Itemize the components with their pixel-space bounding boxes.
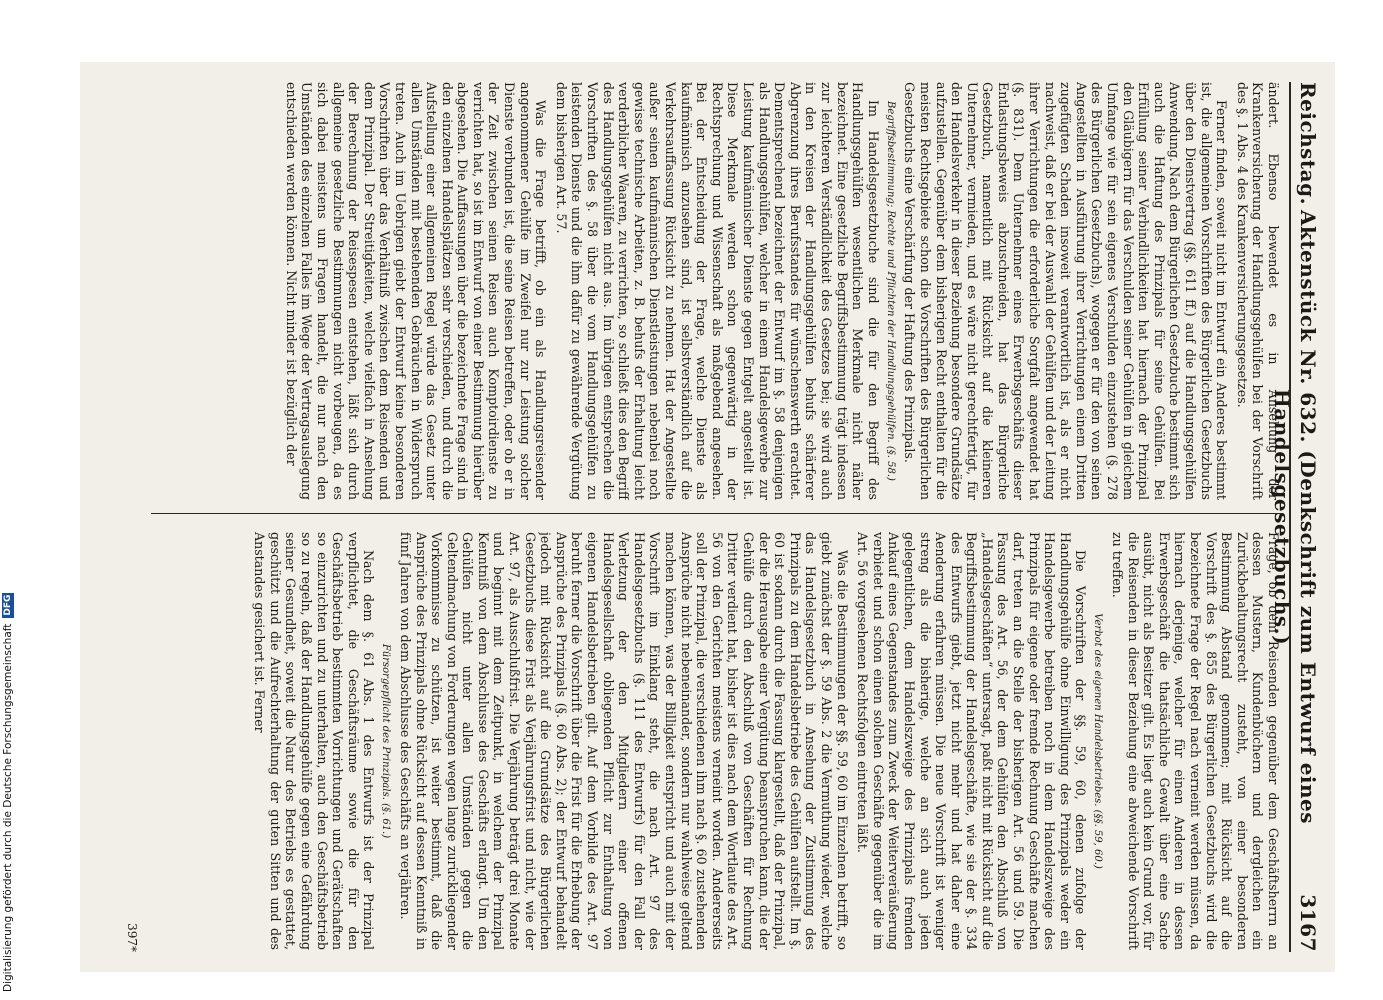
funding-note [0,492,16,992]
section-heading: Verbot des eigenen Handelsbetriebes. (§§. 59, 60.) [1092,613,1104,869]
header-left: Reichstag. [1296,82,1320,206]
paragraph: Nach dem §. 61 Abs. 1 des Entwurfs ist der Prinzipal verpflichtet, die Geschäftsräume sowie die für den Geschäftsbetrieb bestimmten Vorrichtungen und Gerätschaften so einzurichten und zu unterhalten, auch den Geschäftsbetrieb so zu regeln, daß der Handlungsgehülfe gegen eine Gefährdung seiner Gesundheit, soweit die Natur des Betriebs es gestattet, geschützt und die Aufrechterhaltung der guten Sitten und des Anstandes gesichert ist. Ferner [252,532,377,950]
dfg-logo-icon: DFG [3,594,13,616]
section-heading: Fürsorgepflicht des Prinzipals. (§. 61.) [380,643,392,839]
left-column [151,82,1281,500]
paragraph: ändert. Ebenso bewendet es in Ansehung der Krankenversicherung der Handlungsgehülfen bei der Vorschrift des §. 1 Abs. 4 des Krankenversicherungsgesetzes. [1234,82,1281,500]
footer-page-number: 397* [125,923,139,952]
paragraph: Die Vorschriften der §§. 59, 60, denen zufolge der Handlungsgehülfe ohne Einwilligung des Prinzipals weder ein Handelsgewerbe betreiben noch in dem Handelszweige des Prinzipals für eigene oder fremde Rechnung Geschäfte machen darf, treten an die Stelle der bisherigen Art. 56 und 59. Die Fassung des Art. 56, der dem Gehülfen den Abschluß von „Handelsgeschäften“ untersagt, paßt nicht mit Rücksicht auf die Begriffsbestimmung der Handelsgeschäfte, wie sie der §. 334 des Entwurfs giebt, jetzt nicht mehr und hat daher eine Aenderung erfahren müssen. Die neue Vorschrift ist weniger streng als die bisherige, welche an sich auch jeden gelegentlichen, dem Handelszweige des Prinzipals fremden Ankauf eines Gegenstandes zum Zweck der Weiterveräußerung verbietet und schon einen solchen Geschäfte gegenüber die im Art. 56 vorgesehenen Rechtsfolgen eintreten läßt. [855,532,1089,950]
funding-text: Digitalisierung gefördert durch die Deutsche Forschungsgemeinschaft [2,623,14,992]
page-header [1270,82,1321,952]
paragraph: Frage, ob dem Reisenden gegenüber dem Geschäftsherrn an dessen Mustern, Kundenbüchern und dergleichen ein Zurückbehaltungsrecht zusteht, von einer besonderen Bestimmung Abstand genommen; mit Rücksicht auf die Vorschrift des §. 855 des Bürgerlichen Gesetzbuchs wird die bezeichnete Frage der Regel nach verneint werden müssen, da hiernach derjenige, welcher für einen Anderen in dessen Erwerbsgeschäft die thatsächliche Gewalt über eine Sache ausübt, nicht als Besitzer gilt. Es liegt auch kein Grund vor, für die Reisenden in dieser Beziehung eine abweichende Vorschrift zu treffen. [1110,532,1281,950]
paragraph: Im Handelsgesetzbuche sind die für den Begriff des Handlungsgehülfen wesentlichen Merkmale nicht näher bezeichnet. Eine gesetzliche Begriffsbestimmung trägt indessen zur leichteren Verständlichkeit des Gesetzes bei; sie wird auch in den Kreisen der Handlungsgehülfen behufs schärferer Abgrenzung ihres Berufsstandes für wünschenswerth erachtet. Dementsprechend bezeichnet der Entwurf im §. 58 denjenigen als Handlungsgehülfen, welcher in einem Handelsgewerbe zur Leistung kaufmännischer Dienste gegen Entgelt angestellt ist. Diese Merkmale werden schon gegenwärtig in der Rechtsprechung und Wissenschaft als maßgebend angesehen. Bei der Entscheidung der Frage, welche Dienste als kaufmännisch anzusehen sind, ist selbstverständlich auf die Verkehrsauffassung Rücksicht zu nehmen. Hat der Angestellte außer seinen kaufmännischen Dienstleistungen nebenbei noch gewisse technische Arbeiten, z. B. behufs der Erhaltung leicht verderblicher Waaren, zu verrichten, so schließt dies den Begriff des Handlungsgehülfen nicht aus. Im übrigen entsprechen die Vorschriften des §. 58 über die vom Handlungsgehülfen zu leistenden Dienste und die ihm dafür zu gewährende Vergütung dem bisherigen Art. 57. [553,82,881,500]
paragraph: Was die Bestimmungen der §§. 59, 60 im Einzelnen betrifft, so giebt zunächst der §. 59 Abs. 2 die Vermuthung wieder, welche das Handelsgesetzbuch in Ansehung der Zustimmung des Prinzipals zu dem Handelsbetriebe des Gehülfen aufstellt. Im §. 60 ist sodann durch die Fassung klargestellt, daß der Prinzipal, der die Herausgabe einer Vergütung beanspruchen kann, die der Gehülfe durch den Abschluß von Geschäften für Rechnung Dritter verdient hat, bisher ist dies nach dem Wortlaute des Art. 56 von den Gerichten meistens verneint worden. Andererseits soll der Prinzipal, die verschiedenen ihm nach §. 60 zustehenden Ansprüche nicht nebeneinander, sondern nur wahlweise geltend machen können, was der Billigkeit entspricht und auch mit der Vorschrift im Einklang steht, die nach Art. 97 des Handelsgesetzbuchs (§. 111 des Entwurfs) für den Fall der Verletzung der den Mitgliedern einer offenen Handelsgesellschaft obliegenden Pflicht zur Enthaltung von eigenen Handelsbetrieben gilt. Auf dem Vorbilde des Art. 97 beruht ferner die Vorschrift über die Frist für die Erhebung der Ansprüche des Prinzipals (§. 60 Abs. 2); der Entwurf behandelt jedoch mit Rücksicht auf die Grundsätze des Bürgerlichen Gesetzbuchs diese Frist als Verjährungsfrist und nicht, wie der Art. 97, als Ausschlußfrist. Die Verjährung beträgt drei Monate und beginnt mit dem Zeitpunkt, in welchem der Prinzipal Kenntniß von dem Abschlusse des Geschäfts erlangt. Um den Gehülfen nicht unter allen Umständen gegen die Geltendmachung von Forderungen wegen lange zurückliegender Vorkommnisse zu schützen, ist weiter bestimmt, daß die Ansprüche des Prinzipals ohne Rücksicht auf dessen Kenntniß in fünf Jahren von dem Abschlusse des Geschäfts an verjähren. [397,532,850,950]
right-column [151,532,1281,950]
column-divider [151,513,1281,514]
paragraph: Was die Frage betrifft, ob ein als Handlungsreisender angenommener Gehülfe im Zweifel nur zur Leistung solcher Dienste verbunden ist, die seine Reisen betreffen, oder ob er in der Zeit zwischen seinen Reisen auch Komptoirdienste zu verrichten hat, so ist im Entwurf von einer Bestimmung hierüber abgesehen. Die Auffassungen über die bezeichnete Frage sind in den einzelnen Handelsplätzen sehr verschieden, und durch die Aufstellung einer allgemeinen Regel würde das Gesetz unter allen Umständen mit bestehenden Gebräuchen in Widerspruch treten. Auch im Uebrigen giebt der Entwurf keine besonderen Vorschriften über das Verhältniß zwischen dem Reisenden und dem Prinzipal. Der Streitigkeiten, welche vielfach in Ansehung der Berechnung der Reisespesen entstehen, läßt sich durch allgemeine gesetzliche Bestimmungen nicht vorbeugen, da es sich dabei meistens um Fragen handelt, die nur nach den Umständen des einzelnen Falles im Wege der Vertragsauslegung entschieden werden können. Nicht minder ist bezüglich der [283,82,549,500]
header-page-number: 3167 [1296,894,1320,952]
header-title: Aktenstück Nr. 632. (Denkschrift zum Entwurf eines Handelsgesetzbuchs.) [1270,209,1320,825]
paragraph: Ferner finden, soweit nicht im Entwurf ein Anderes bestimmt ist, die allgemeinen Vorschriften des Bürgerlichen Gesetzbuchs über den Dienstvertrag (§§. 611 ff.) auf die Handlungsgehülfen Anwendung. Nach dem Bürgerlichen Gesetzbuche bestimmt sich auch die Haftung des Prinzipals für seine Gehülfen. Bei Erfüllung seiner Verbindlichkeiten hat hiernach der Prinzipal den Gläubigern für das Verschulden seiner Gehülfen in gleichem Umfange wie für sein eigenes Verschulden einzustehen (§. 278 des Bürgerlichen Gesetzbuchs), wogegen er für den von seinen Angestellten in Ausführung ihrer Verrichtungen einem Dritten zugefügten Schaden insoweit verantwortlich ist, als er nicht nachweist, daß er bei der Auswahl der Gehülfen und der Leitung ihrer Verrichtungen die erforderliche Sorgfalt angewendet hat (§. 831). Dem Unternehmer eines Erwerbsgeschäfts dieser Entlastungsbeweis abzuschneiden, hat das Bürgerliche Gesetzbuch, namentlich mit Rücksicht auf die kleineren Unternehmer, vermieden, und es wäre nicht gerechtfertigt, für den Handelsverkehr in dieser Beziehung besondere Grundsätze aufzustellen. Gegenüber dem bisherigen Recht enthalten für die meisten Rechtsgebiete schon die Vorschriften des Bürgerlichen Gesetzbuchs eine Verschärfung der Haftung des Prinzipals. [902,82,1230,500]
document-page [80,62,1335,972]
section-heading: Begriffsbestimmung; Rechte und Pflichten der Handlungsgehülfen. (§. 58.) [884,101,896,481]
header-rule [1289,82,1291,952]
